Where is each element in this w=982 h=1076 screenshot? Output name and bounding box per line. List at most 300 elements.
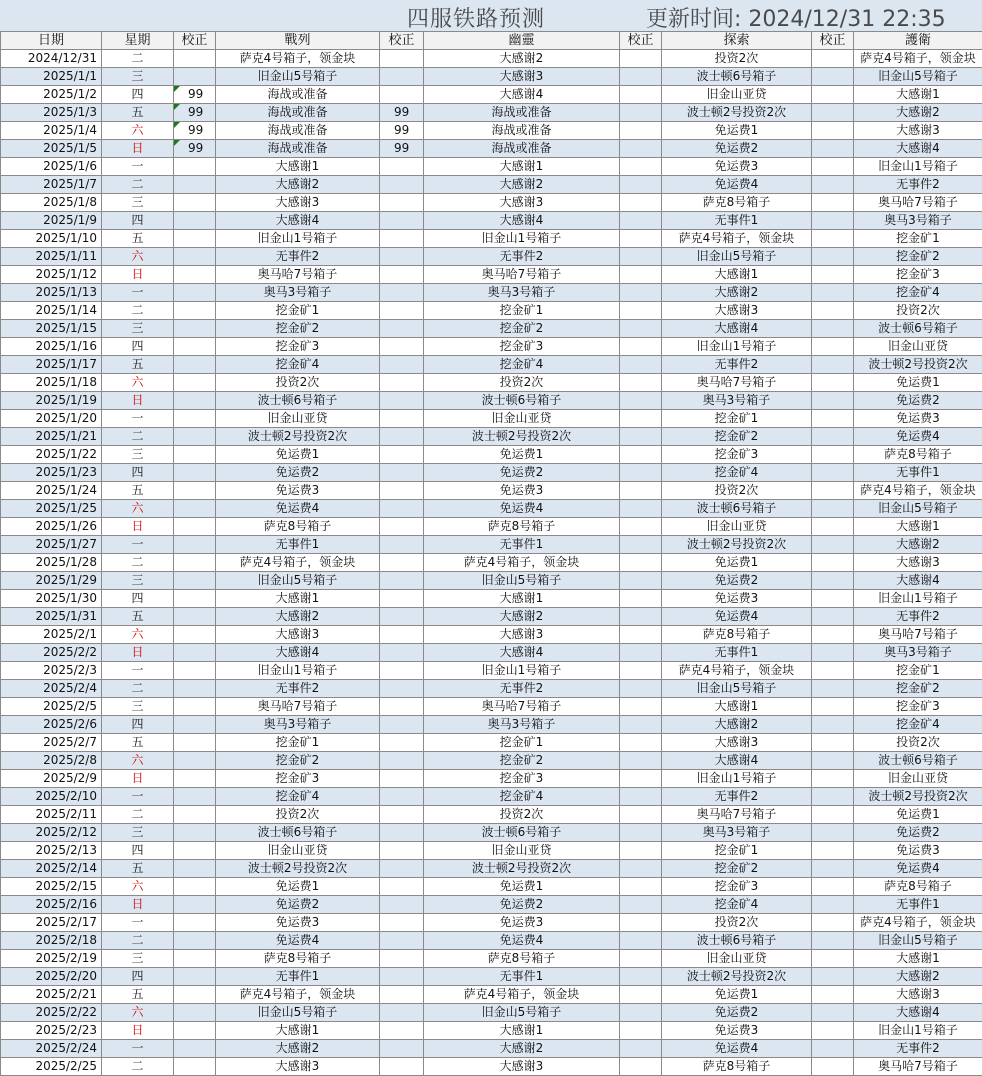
date-cell[interactable]: 2025/1/11: [1, 248, 102, 266]
correction-cell[interactable]: [174, 338, 216, 356]
weekday-cell[interactable]: 日: [102, 644, 174, 662]
column-header[interactable]: 探索: [662, 32, 812, 50]
ghost-cell[interactable]: 奥马哈7号箱子: [424, 266, 620, 284]
explore-cell[interactable]: 大感谢4: [662, 752, 812, 770]
correction-cell[interactable]: [380, 698, 424, 716]
date-cell[interactable]: 2025/2/22: [1, 1004, 102, 1022]
correction-cell[interactable]: [812, 734, 854, 752]
correction-cell[interactable]: [380, 50, 424, 68]
correction-cell[interactable]: [620, 752, 662, 770]
explore-cell[interactable]: 无事件2: [662, 788, 812, 806]
battleship-cell[interactable]: 海战或准备: [216, 86, 380, 104]
correction-cell[interactable]: [620, 968, 662, 986]
weekday-cell[interactable]: 一: [102, 410, 174, 428]
correction-cell[interactable]: [812, 266, 854, 284]
correction-cell[interactable]: [380, 536, 424, 554]
explore-cell[interactable]: 无事件1: [662, 212, 812, 230]
correction-cell[interactable]: [380, 320, 424, 338]
correction-cell[interactable]: [812, 464, 854, 482]
correction-cell[interactable]: [380, 194, 424, 212]
escort-cell[interactable]: 萨克4号箱子，领金块: [854, 50, 982, 68]
correction-cell[interactable]: [380, 374, 424, 392]
correction-cell[interactable]: [812, 482, 854, 500]
escort-cell[interactable]: 挖金矿4: [854, 716, 982, 734]
correction-cell[interactable]: [174, 878, 216, 896]
explore-cell[interactable]: 旧金山亚贷: [662, 950, 812, 968]
escort-cell[interactable]: 波士顿6号箱子: [854, 320, 982, 338]
battleship-cell[interactable]: 大感谢3: [216, 626, 380, 644]
escort-cell[interactable]: 大感谢4: [854, 1004, 982, 1022]
ghost-cell[interactable]: 奥马3号箱子: [424, 284, 620, 302]
correction-cell[interactable]: [174, 230, 216, 248]
ghost-cell[interactable]: 大感谢4: [424, 212, 620, 230]
correction-cell[interactable]: [620, 626, 662, 644]
ghost-cell[interactable]: 免运费1: [424, 446, 620, 464]
correction-cell[interactable]: [174, 410, 216, 428]
explore-cell[interactable]: 挖金矿4: [662, 896, 812, 914]
correction-cell[interactable]: [812, 392, 854, 410]
explore-cell[interactable]: 波士顿6号箱子: [662, 932, 812, 950]
correction-cell[interactable]: [620, 212, 662, 230]
explore-cell[interactable]: 免运费1: [662, 986, 812, 1004]
escort-cell[interactable]: 挖金矿2: [854, 680, 982, 698]
battleship-cell[interactable]: 海战或准备: [216, 104, 380, 122]
correction-cell[interactable]: [174, 824, 216, 842]
correction-cell[interactable]: [812, 626, 854, 644]
correction-cell[interactable]: [380, 302, 424, 320]
correction-cell[interactable]: [620, 374, 662, 392]
correction-cell[interactable]: [620, 590, 662, 608]
date-cell[interactable]: 2025/2/24: [1, 1040, 102, 1058]
explore-cell[interactable]: 旧金山亚贷: [662, 86, 812, 104]
battleship-cell[interactable]: 免运费4: [216, 932, 380, 950]
date-cell[interactable]: 2025/2/15: [1, 878, 102, 896]
weekday-cell[interactable]: 五: [102, 608, 174, 626]
correction-cell[interactable]: [174, 500, 216, 518]
correction-cell[interactable]: [812, 428, 854, 446]
correction-cell[interactable]: [812, 572, 854, 590]
explore-cell[interactable]: 大感谢2: [662, 284, 812, 302]
weekday-cell[interactable]: 日: [102, 140, 174, 158]
ghost-cell[interactable]: 大感谢2: [424, 176, 620, 194]
ghost-cell[interactable]: 大感谢1: [424, 158, 620, 176]
battleship-cell[interactable]: 萨克4号箱子，领金块: [216, 554, 380, 572]
ghost-cell[interactable]: 奥马3号箱子: [424, 716, 620, 734]
battleship-cell[interactable]: 免运费3: [216, 914, 380, 932]
correction-cell[interactable]: [380, 428, 424, 446]
escort-cell[interactable]: 大感谢2: [854, 104, 982, 122]
correction-cell[interactable]: [380, 932, 424, 950]
weekday-cell[interactable]: 四: [102, 212, 174, 230]
correction-cell[interactable]: [174, 356, 216, 374]
battleship-cell[interactable]: 旧金山5号箱子: [216, 572, 380, 590]
ghost-cell[interactable]: 旧金山1号箱子: [424, 230, 620, 248]
correction-cell[interactable]: [620, 194, 662, 212]
correction-cell[interactable]: [174, 680, 216, 698]
correction-cell[interactable]: [812, 230, 854, 248]
date-cell[interactable]: 2025/2/17: [1, 914, 102, 932]
date-cell[interactable]: 2025/1/29: [1, 572, 102, 590]
explore-cell[interactable]: 挖金矿1: [662, 410, 812, 428]
explore-cell[interactable]: 大感谢1: [662, 266, 812, 284]
ghost-cell[interactable]: 海战或准备: [424, 104, 620, 122]
date-cell[interactable]: 2025/1/17: [1, 356, 102, 374]
correction-cell[interactable]: [174, 662, 216, 680]
correction-cell[interactable]: [174, 914, 216, 932]
escort-cell[interactable]: 旧金山5号箱子: [854, 500, 982, 518]
explore-cell[interactable]: 大感谢2: [662, 716, 812, 734]
escort-cell[interactable]: 波士顿2号投资2次: [854, 356, 982, 374]
correction-cell[interactable]: [620, 914, 662, 932]
explore-cell[interactable]: 免运费4: [662, 608, 812, 626]
date-cell[interactable]: 2025/1/18: [1, 374, 102, 392]
correction-cell[interactable]: [380, 734, 424, 752]
correction-cell[interactable]: [620, 356, 662, 374]
explore-cell[interactable]: 挖金矿2: [662, 860, 812, 878]
correction-cell[interactable]: [620, 1022, 662, 1040]
correction-cell[interactable]: [620, 536, 662, 554]
ghost-cell[interactable]: 大感谢2: [424, 1040, 620, 1058]
date-cell[interactable]: 2025/1/30: [1, 590, 102, 608]
correction-cell[interactable]: [174, 68, 216, 86]
escort-cell[interactable]: 旧金山1号箱子: [854, 1022, 982, 1040]
date-cell[interactable]: 2025/2/20: [1, 968, 102, 986]
correction-cell[interactable]: [380, 500, 424, 518]
ghost-cell[interactable]: 挖金矿3: [424, 770, 620, 788]
escort-cell[interactable]: 大感谢3: [854, 122, 982, 140]
correction-cell[interactable]: 99: [380, 122, 424, 140]
correction-cell[interactable]: [620, 932, 662, 950]
correction-cell[interactable]: [380, 68, 424, 86]
escort-cell[interactable]: 大感谢3: [854, 554, 982, 572]
ghost-cell[interactable]: 大感谢1: [424, 1022, 620, 1040]
explore-cell[interactable]: 旧金山5号箱子: [662, 248, 812, 266]
correction-cell[interactable]: [812, 716, 854, 734]
correction-cell[interactable]: 99: [174, 104, 216, 122]
escort-cell[interactable]: 免运费3: [854, 842, 982, 860]
correction-cell[interactable]: [620, 248, 662, 266]
ghost-cell[interactable]: 海战或准备: [424, 122, 620, 140]
explore-cell[interactable]: 奥马3号箱子: [662, 824, 812, 842]
correction-cell[interactable]: [620, 1004, 662, 1022]
correction-cell[interactable]: [380, 896, 424, 914]
weekday-cell[interactable]: 六: [102, 374, 174, 392]
correction-cell[interactable]: [174, 716, 216, 734]
correction-cell[interactable]: [380, 662, 424, 680]
ghost-cell[interactable]: 波士顿2号投资2次: [424, 860, 620, 878]
correction-cell[interactable]: [174, 266, 216, 284]
weekday-cell[interactable]: 五: [102, 482, 174, 500]
correction-cell[interactable]: [812, 248, 854, 266]
escort-cell[interactable]: 大感谢1: [854, 518, 982, 536]
correction-cell[interactable]: [380, 878, 424, 896]
escort-cell[interactable]: 挖金矿1: [854, 662, 982, 680]
weekday-cell[interactable]: 二: [102, 1058, 174, 1076]
date-cell[interactable]: 2025/2/14: [1, 860, 102, 878]
ghost-cell[interactable]: 海战或准备: [424, 140, 620, 158]
ghost-cell[interactable]: 大感谢4: [424, 86, 620, 104]
battleship-cell[interactable]: 波士顿6号箱子: [216, 392, 380, 410]
date-cell[interactable]: 2025/1/21: [1, 428, 102, 446]
correction-cell[interactable]: [380, 518, 424, 536]
date-cell[interactable]: 2025/1/15: [1, 320, 102, 338]
date-cell[interactable]: 2025/1/5: [1, 140, 102, 158]
correction-cell[interactable]: [812, 914, 854, 932]
explore-cell[interactable]: 波士顿2号投资2次: [662, 104, 812, 122]
correction-cell[interactable]: 99: [380, 104, 424, 122]
date-cell[interactable]: 2025/2/13: [1, 842, 102, 860]
correction-cell[interactable]: [174, 572, 216, 590]
explore-cell[interactable]: 免运费3: [662, 590, 812, 608]
date-cell[interactable]: 2025/1/7: [1, 176, 102, 194]
weekday-cell[interactable]: 六: [102, 626, 174, 644]
correction-cell[interactable]: [812, 104, 854, 122]
date-cell[interactable]: 2025/1/6: [1, 158, 102, 176]
explore-cell[interactable]: 波士顿2号投资2次: [662, 536, 812, 554]
correction-cell[interactable]: [380, 626, 424, 644]
explore-cell[interactable]: 大感谢3: [662, 302, 812, 320]
explore-cell[interactable]: 萨克4号箱子，领金块: [662, 662, 812, 680]
correction-cell[interactable]: [380, 572, 424, 590]
escort-cell[interactable]: 奥马哈7号箱子: [854, 1058, 982, 1076]
column-header[interactable]: 校正: [174, 32, 216, 50]
correction-cell[interactable]: [812, 410, 854, 428]
correction-cell[interactable]: [620, 518, 662, 536]
explore-cell[interactable]: 旧金山1号箱子: [662, 338, 812, 356]
weekday-cell[interactable]: 一: [102, 914, 174, 932]
battleship-cell[interactable]: 奥马3号箱子: [216, 716, 380, 734]
ghost-cell[interactable]: 投资2次: [424, 806, 620, 824]
correction-cell[interactable]: [380, 1040, 424, 1058]
explore-cell[interactable]: 奥马哈7号箱子: [662, 374, 812, 392]
escort-cell[interactable]: 投资2次: [854, 734, 982, 752]
correction-cell[interactable]: 99: [174, 86, 216, 104]
weekday-cell[interactable]: 二: [102, 302, 174, 320]
correction-cell[interactable]: [620, 86, 662, 104]
correction-cell[interactable]: [812, 824, 854, 842]
weekday-cell[interactable]: 四: [102, 716, 174, 734]
ghost-cell[interactable]: 免运费4: [424, 500, 620, 518]
ghost-cell[interactable]: 旧金山亚贷: [424, 842, 620, 860]
weekday-cell[interactable]: 三: [102, 320, 174, 338]
battleship-cell[interactable]: 奥马哈7号箱子: [216, 266, 380, 284]
weekday-cell[interactable]: 三: [102, 824, 174, 842]
correction-cell[interactable]: [812, 644, 854, 662]
correction-cell[interactable]: [174, 536, 216, 554]
ghost-cell[interactable]: 旧金山5号箱子: [424, 1004, 620, 1022]
explore-cell[interactable]: 萨克8号箱子: [662, 626, 812, 644]
column-header[interactable]: 校正: [812, 32, 854, 50]
escort-cell[interactable]: 无事件2: [854, 608, 982, 626]
ghost-cell[interactable]: 挖金矿2: [424, 320, 620, 338]
escort-cell[interactable]: 免运费4: [854, 428, 982, 446]
escort-cell[interactable]: 旧金山亚贷: [854, 770, 982, 788]
date-cell[interactable]: 2025/2/19: [1, 950, 102, 968]
ghost-cell[interactable]: 萨克4号箱子，领金块: [424, 554, 620, 572]
escort-cell[interactable]: 奥马哈7号箱子: [854, 626, 982, 644]
ghost-cell[interactable]: 免运费4: [424, 932, 620, 950]
weekday-cell[interactable]: 二: [102, 680, 174, 698]
correction-cell[interactable]: [812, 680, 854, 698]
ghost-cell[interactable]: 大感谢1: [424, 590, 620, 608]
weekday-cell[interactable]: 四: [102, 338, 174, 356]
correction-cell[interactable]: [620, 1040, 662, 1058]
correction-cell[interactable]: [620, 176, 662, 194]
date-cell[interactable]: 2025/1/4: [1, 122, 102, 140]
escort-cell[interactable]: 投资2次: [854, 302, 982, 320]
correction-cell[interactable]: [620, 662, 662, 680]
column-header[interactable]: 校正: [380, 32, 424, 50]
weekday-cell[interactable]: 三: [102, 572, 174, 590]
weekday-cell[interactable]: 二: [102, 50, 174, 68]
date-cell[interactable]: 2025/1/22: [1, 446, 102, 464]
correction-cell[interactable]: [174, 896, 216, 914]
correction-cell[interactable]: [812, 590, 854, 608]
ghost-cell[interactable]: 免运费3: [424, 914, 620, 932]
date-cell[interactable]: 2025/2/9: [1, 770, 102, 788]
date-cell[interactable]: 2025/2/3: [1, 662, 102, 680]
weekday-cell[interactable]: 四: [102, 968, 174, 986]
ghost-cell[interactable]: 大感谢3: [424, 194, 620, 212]
explore-cell[interactable]: 投资2次: [662, 914, 812, 932]
correction-cell[interactable]: [620, 824, 662, 842]
ghost-cell[interactable]: 大感谢4: [424, 644, 620, 662]
ghost-cell[interactable]: 大感谢3: [424, 1058, 620, 1076]
weekday-cell[interactable]: 三: [102, 446, 174, 464]
explore-cell[interactable]: 免运费3: [662, 158, 812, 176]
battleship-cell[interactable]: 挖金矿4: [216, 356, 380, 374]
correction-cell[interactable]: [380, 788, 424, 806]
escort-cell[interactable]: 旧金山1号箱子: [854, 158, 982, 176]
correction-cell[interactable]: [620, 896, 662, 914]
correction-cell[interactable]: [812, 896, 854, 914]
correction-cell[interactable]: [174, 1022, 216, 1040]
explore-cell[interactable]: 波士顿6号箱子: [662, 68, 812, 86]
correction-cell[interactable]: [380, 338, 424, 356]
explore-cell[interactable]: 免运费4: [662, 176, 812, 194]
correction-cell[interactable]: [620, 680, 662, 698]
battleship-cell[interactable]: 奥马3号箱子: [216, 284, 380, 302]
escort-cell[interactable]: 大感谢4: [854, 140, 982, 158]
weekday-cell[interactable]: 六: [102, 500, 174, 518]
correction-cell[interactable]: [174, 374, 216, 392]
correction-cell[interactable]: [812, 1058, 854, 1076]
correction-cell[interactable]: [380, 860, 424, 878]
explore-cell[interactable]: 免运费2: [662, 572, 812, 590]
correction-cell[interactable]: [380, 644, 424, 662]
weekday-cell[interactable]: 五: [102, 230, 174, 248]
ghost-cell[interactable]: 奥马哈7号箱子: [424, 698, 620, 716]
date-cell[interactable]: 2025/2/18: [1, 932, 102, 950]
correction-cell[interactable]: [174, 158, 216, 176]
ghost-cell[interactable]: 旧金山亚贷: [424, 410, 620, 428]
date-cell[interactable]: 2025/1/19: [1, 392, 102, 410]
battleship-cell[interactable]: 挖金矿4: [216, 788, 380, 806]
escort-cell[interactable]: 挖金矿2: [854, 248, 982, 266]
correction-cell[interactable]: [174, 464, 216, 482]
escort-cell[interactable]: 免运费3: [854, 410, 982, 428]
correction-cell[interactable]: [812, 212, 854, 230]
correction-cell[interactable]: [620, 230, 662, 248]
battleship-cell[interactable]: 萨克4号箱子，领金块: [216, 986, 380, 1004]
battleship-cell[interactable]: 免运费4: [216, 500, 380, 518]
correction-cell[interactable]: [812, 500, 854, 518]
correction-cell[interactable]: [174, 986, 216, 1004]
date-cell[interactable]: 2025/1/27: [1, 536, 102, 554]
correction-cell[interactable]: [620, 68, 662, 86]
correction-cell[interactable]: 99: [380, 140, 424, 158]
weekday-cell[interactable]: 一: [102, 662, 174, 680]
correction-cell[interactable]: [380, 482, 424, 500]
explore-cell[interactable]: 无事件1: [662, 644, 812, 662]
correction-cell[interactable]: [812, 662, 854, 680]
correction-cell[interactable]: 99: [174, 122, 216, 140]
correction-cell[interactable]: [174, 392, 216, 410]
escort-cell[interactable]: 无事件2: [854, 176, 982, 194]
explore-cell[interactable]: 免运费1: [662, 554, 812, 572]
battleship-cell[interactable]: 免运费2: [216, 464, 380, 482]
ghost-cell[interactable]: 大感谢3: [424, 68, 620, 86]
correction-cell[interactable]: [380, 1058, 424, 1076]
ghost-cell[interactable]: 大感谢2: [424, 608, 620, 626]
battleship-cell[interactable]: 海战或准备: [216, 140, 380, 158]
escort-cell[interactable]: 大感谢2: [854, 968, 982, 986]
correction-cell[interactable]: [380, 986, 424, 1004]
escort-cell[interactable]: 挖金矿3: [854, 698, 982, 716]
weekday-cell[interactable]: 六: [102, 878, 174, 896]
explore-cell[interactable]: 挖金矿4: [662, 464, 812, 482]
explore-cell[interactable]: 萨克8号箱子: [662, 194, 812, 212]
weekday-cell[interactable]: 日: [102, 896, 174, 914]
date-cell[interactable]: 2025/1/20: [1, 410, 102, 428]
explore-cell[interactable]: 大感谢3: [662, 734, 812, 752]
escort-cell[interactable]: 旧金山亚贷: [854, 338, 982, 356]
battleship-cell[interactable]: 大感谢4: [216, 212, 380, 230]
correction-cell[interactable]: [812, 536, 854, 554]
battleship-cell[interactable]: 大感谢2: [216, 608, 380, 626]
escort-cell[interactable]: 挖金矿1: [854, 230, 982, 248]
correction-cell[interactable]: [174, 518, 216, 536]
explore-cell[interactable]: 奥马3号箱子: [662, 392, 812, 410]
correction-cell[interactable]: [174, 248, 216, 266]
column-header[interactable]: 校正: [620, 32, 662, 50]
correction-cell[interactable]: [812, 968, 854, 986]
correction-cell[interactable]: 99: [174, 140, 216, 158]
correction-cell[interactable]: [174, 50, 216, 68]
date-cell[interactable]: 2025/2/23: [1, 1022, 102, 1040]
correction-cell[interactable]: [812, 356, 854, 374]
weekday-cell[interactable]: 三: [102, 68, 174, 86]
battleship-cell[interactable]: 波士顿6号箱子: [216, 824, 380, 842]
explore-cell[interactable]: 奥马哈7号箱子: [662, 806, 812, 824]
ghost-cell[interactable]: 旧金山1号箱子: [424, 662, 620, 680]
correction-cell[interactable]: [620, 716, 662, 734]
correction-cell[interactable]: [812, 338, 854, 356]
explore-cell[interactable]: 投资2次: [662, 482, 812, 500]
date-cell[interactable]: 2025/1/3: [1, 104, 102, 122]
battleship-cell[interactable]: 旧金山5号箱子: [216, 68, 380, 86]
weekday-cell[interactable]: 四: [102, 842, 174, 860]
date-cell[interactable]: 2025/2/8: [1, 752, 102, 770]
correction-cell[interactable]: [174, 446, 216, 464]
correction-cell[interactable]: [174, 302, 216, 320]
date-cell[interactable]: 2025/1/13: [1, 284, 102, 302]
explore-cell[interactable]: 波士顿6号箱子: [662, 500, 812, 518]
correction-cell[interactable]: [380, 248, 424, 266]
escort-cell[interactable]: 萨克4号箱子，领金块: [854, 482, 982, 500]
correction-cell[interactable]: [620, 266, 662, 284]
date-cell[interactable]: 2025/2/6: [1, 716, 102, 734]
